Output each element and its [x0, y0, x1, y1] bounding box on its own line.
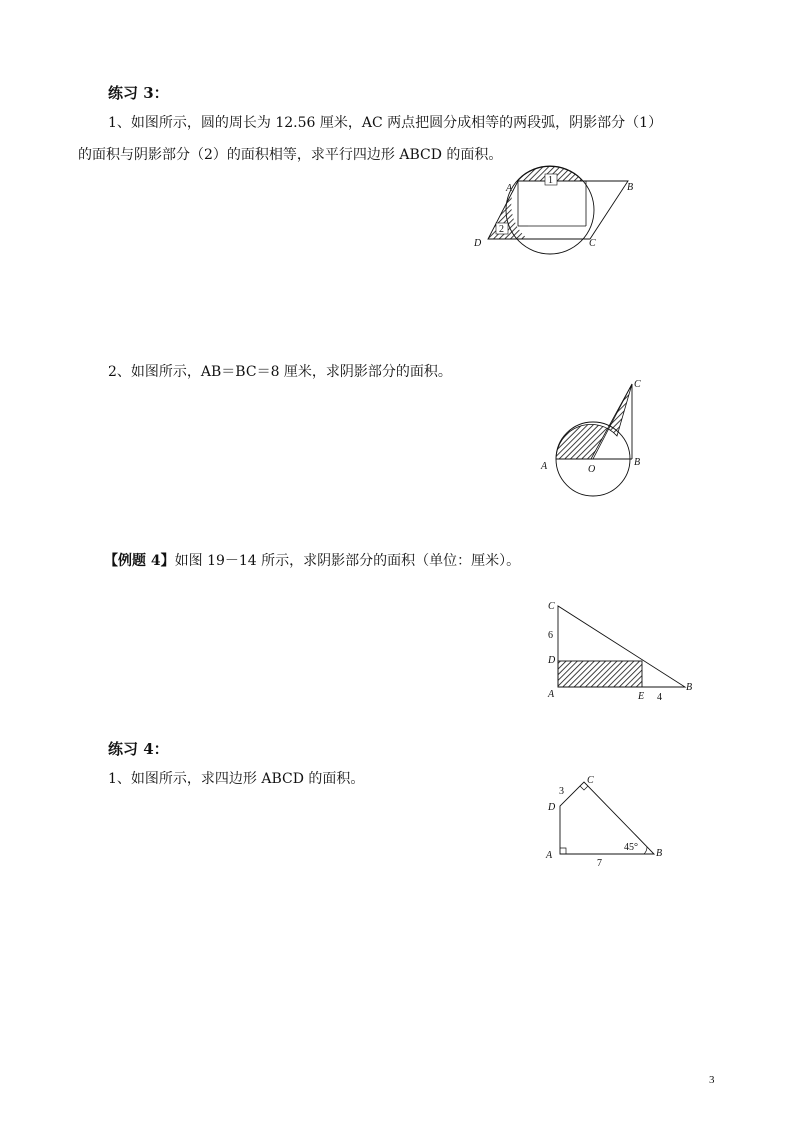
practice4-q1: 1、如图所示，求四边形 ABCD 的面积。	[108, 771, 365, 787]
practice3-heading: 练习 3：	[108, 84, 169, 102]
vertex-a: A	[541, 461, 548, 472]
vertex-c: C	[589, 238, 596, 249]
vertex-d: D	[548, 802, 556, 813]
angle-b: 45°	[624, 842, 638, 853]
vertex-a: A	[506, 183, 513, 194]
vertex-d: D	[474, 238, 482, 249]
figure-triangle-rectangle	[540, 596, 705, 704]
region-2-label: 2	[499, 224, 504, 235]
vertex-c: C	[548, 601, 555, 612]
vertex-d: D	[548, 655, 556, 666]
vertex-e: E	[638, 691, 645, 702]
length-cd: 3	[559, 786, 564, 797]
quadrilateral-abcd	[560, 782, 654, 854]
length-eb: 4	[657, 692, 662, 703]
shaded-region	[556, 384, 632, 459]
vertex-b: B	[656, 848, 663, 859]
vertex-b: B	[686, 682, 693, 693]
figure-parallelogram-circle	[470, 160, 650, 260]
vertex-a: A	[546, 850, 553, 861]
figure-circle-triangle	[536, 374, 656, 504]
vertex-b: B	[627, 182, 634, 193]
example4-text: 如图 19－14 所示，求阴影部分的面积（单位：厘米）。	[174, 553, 521, 569]
vertex-o: O	[588, 464, 596, 475]
vertex-c: C	[634, 379, 641, 390]
figure-quadrilateral-abcd	[540, 770, 675, 870]
shaded-rectangle	[558, 661, 642, 687]
example4-label: 【例题 4】	[104, 553, 175, 569]
practice4-heading: 练习 4：	[108, 740, 169, 758]
vertex-c: C	[587, 775, 594, 786]
vertex-b: B	[634, 457, 641, 468]
length-cd: 6	[548, 630, 553, 641]
practice3-q2: 2、如图所示，AB＝BC＝8 厘米，求阴影部分的面积。	[108, 364, 452, 380]
region-1-label: 1	[548, 175, 553, 186]
length-ab: 7	[597, 858, 602, 869]
vertex-a: A	[548, 689, 555, 700]
practice3-q1-line1: 1、如图所示，圆的周长为 12.56 厘米，AC 两点把圆分成相等的两段弧，阴影部分（1）	[108, 115, 663, 131]
example4-line	[104, 546, 520, 576]
practice3-q1-line2: 的面积与阴影部分（2）的面积相等，求平行四边形 ABCD 的面积。	[78, 147, 503, 163]
page-number: 3	[709, 1074, 715, 1086]
